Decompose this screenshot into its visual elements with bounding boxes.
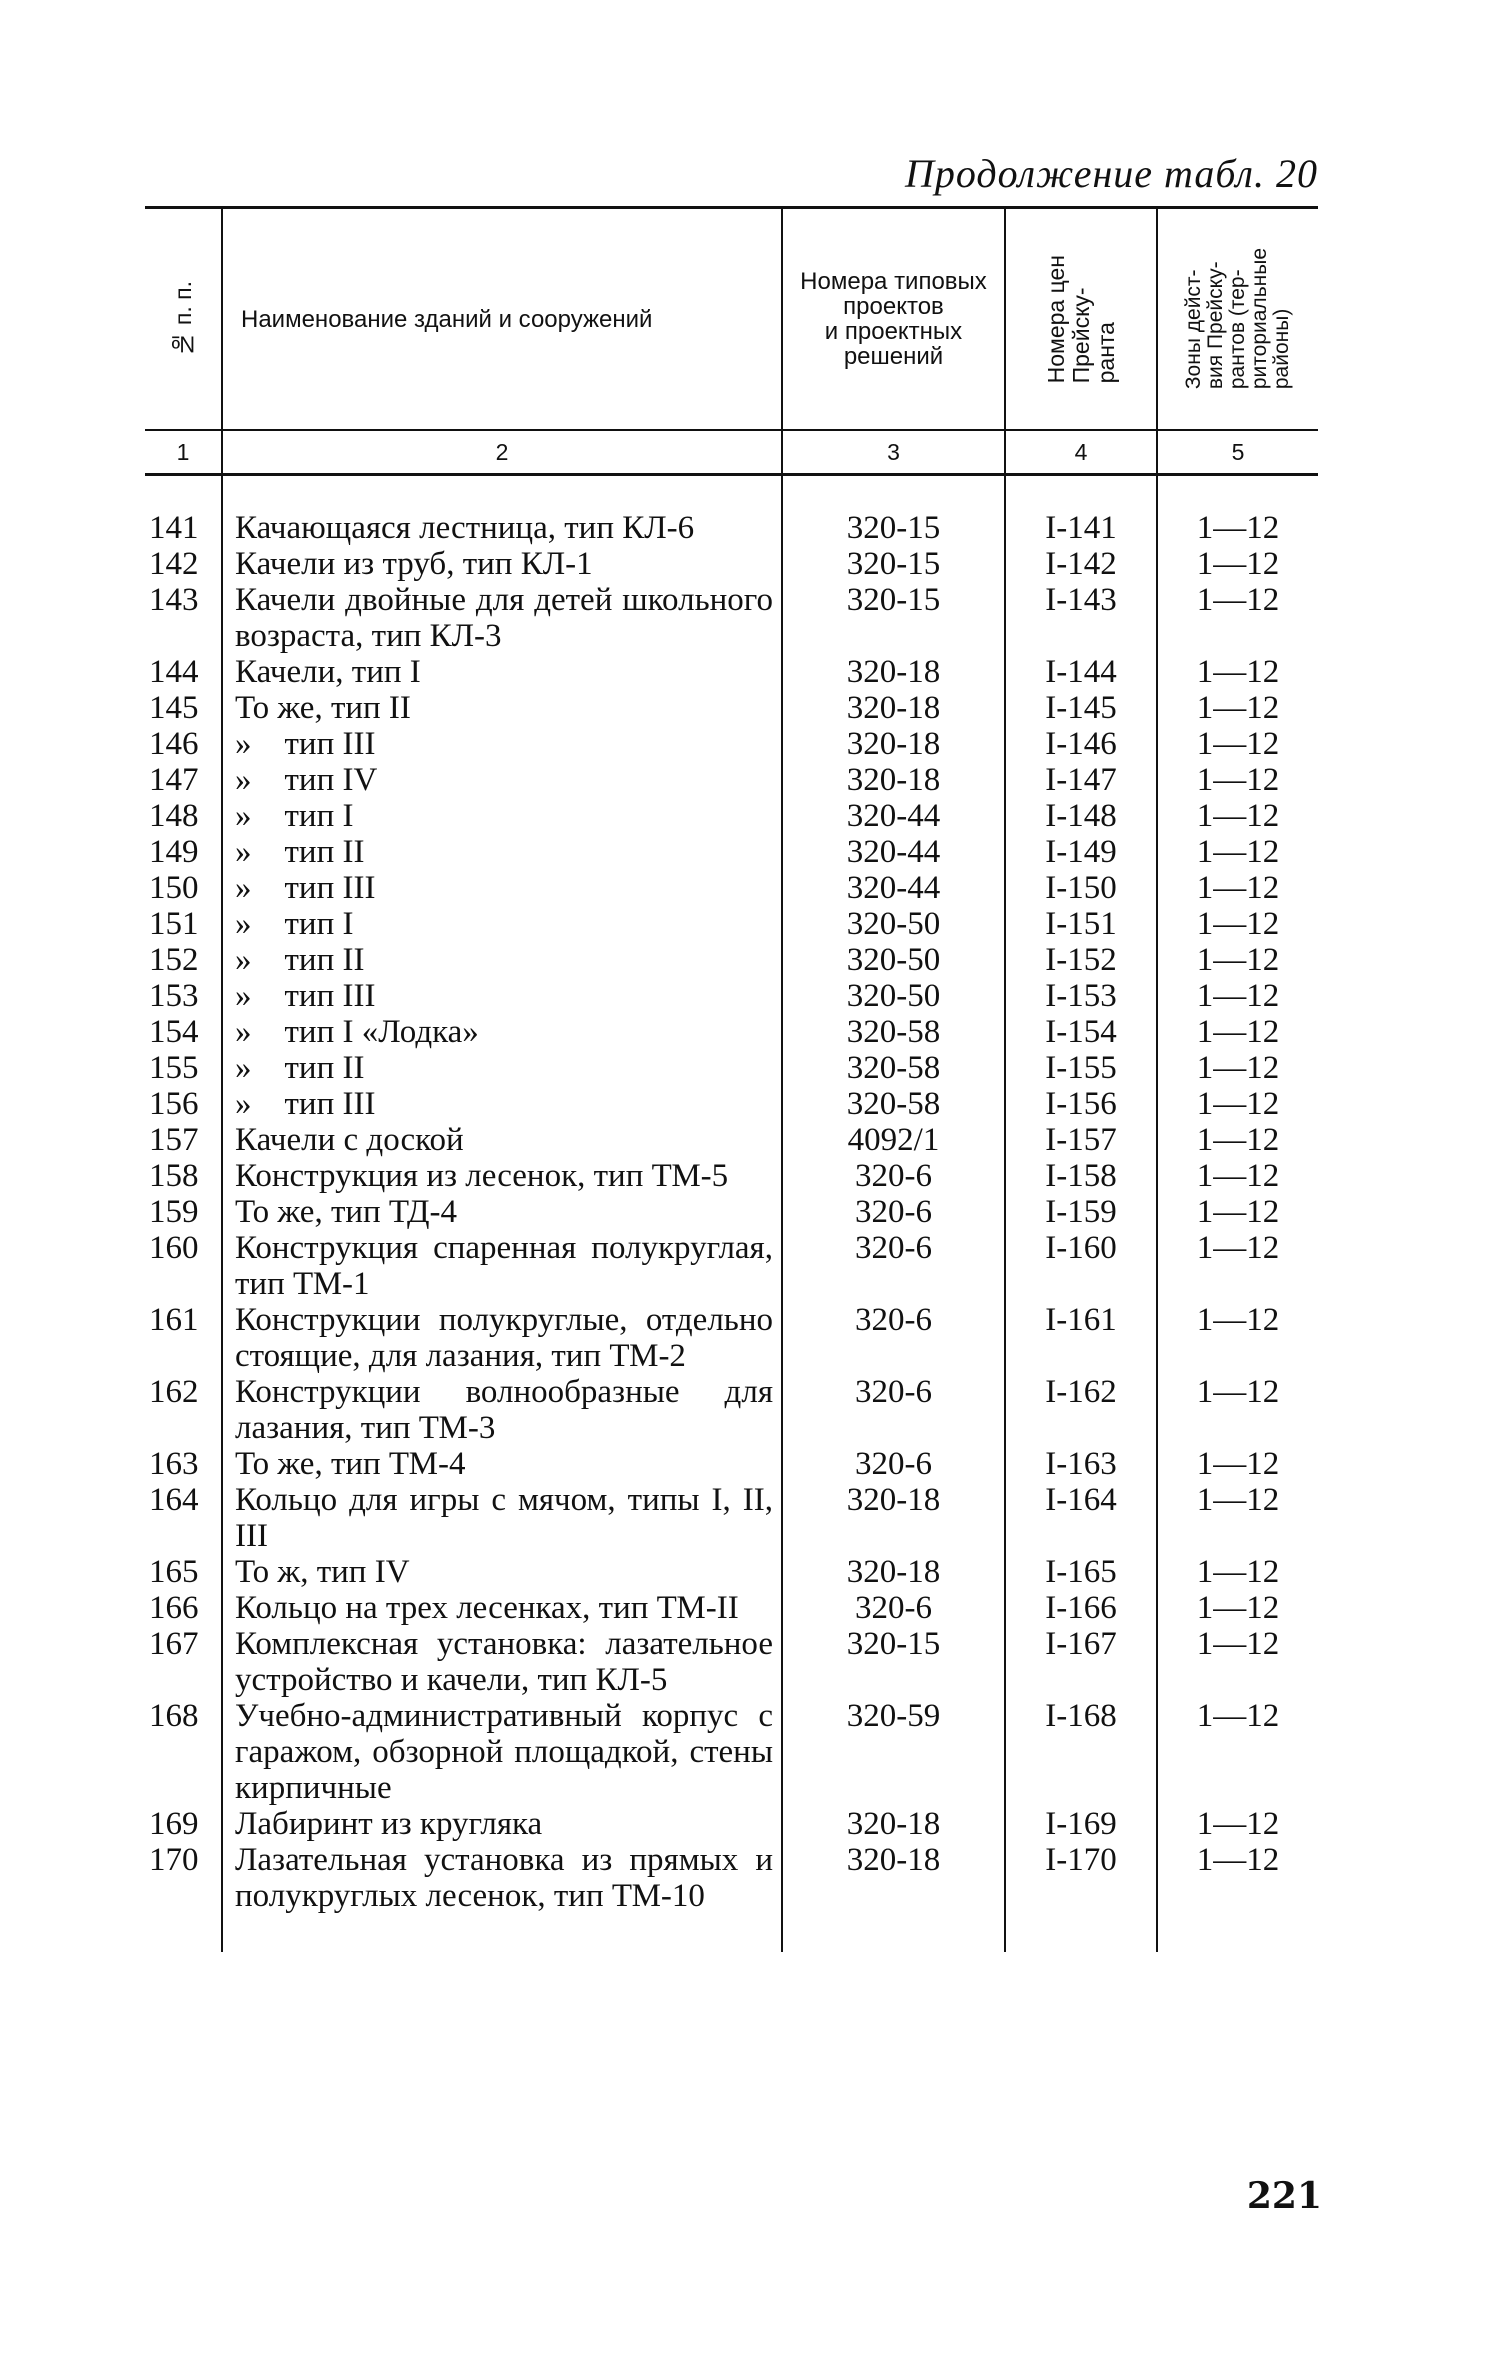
row-price: I-152 [1005, 942, 1157, 978]
row-price: I-159 [1005, 1194, 1157, 1230]
row-zone: 1—12 [1157, 762, 1318, 798]
row-price: I-147 [1005, 762, 1157, 798]
row-zone: 1—12 [1157, 1590, 1318, 1626]
row-number: 158 [149, 1158, 199, 1194]
row-name: То же, тип ТМ-4 [222, 1446, 782, 1482]
row-name: » тип III [222, 978, 782, 1014]
table-row [145, 1158, 1318, 1194]
row-name: То же, тип ТД-4 [222, 1194, 782, 1230]
row-name: » тип II [222, 942, 782, 978]
row-zone: 1—12 [1157, 1482, 1318, 1554]
row-number: 144 [149, 654, 199, 690]
row-project: 320-44 [782, 834, 1005, 870]
row-zone: 1—12 [1157, 798, 1318, 834]
row-price: I-150 [1005, 870, 1157, 906]
row-project: 320-6 [782, 1302, 1005, 1374]
row-project: 320-18 [782, 1842, 1005, 1914]
column-header-num: № п. п. [145, 208, 222, 431]
row-name: То ж, тип IV [222, 1554, 782, 1590]
row-price: I-149 [1005, 834, 1157, 870]
row-zone: 1—12 [1157, 1698, 1318, 1806]
row-zone: 1—12 [1157, 1230, 1318, 1302]
table-row [145, 726, 1318, 762]
row-price: I-161 [1005, 1302, 1157, 1374]
row-name: Конструкция из лесенок, тип ТМ-5 [222, 1158, 782, 1194]
row-zone: 1—12 [1157, 870, 1318, 906]
row-name: Качающаяся лестница, тип КЛ-6 [222, 510, 782, 546]
table-row [145, 906, 1318, 942]
row-project: 320-15 [782, 510, 1005, 546]
row-price: I-163 [1005, 1446, 1157, 1482]
row-number: 160 [149, 1230, 199, 1266]
row-name: » тип I [222, 798, 782, 834]
row-name: Качели из труб, тип КЛ-1 [222, 546, 782, 582]
row-project: 320-50 [782, 906, 1005, 942]
row-project: 4092/1 [782, 1122, 1005, 1158]
row-number: 145 [149, 690, 199, 726]
row-project: 320-6 [782, 1374, 1005, 1446]
row-price: I-165 [1005, 1554, 1157, 1590]
row-price: I-154 [1005, 1014, 1157, 1050]
row-zone: 1—12 [1157, 1050, 1318, 1086]
row-number: 150 [149, 870, 199, 906]
table-row [145, 1122, 1318, 1158]
row-project: 320-18 [782, 1554, 1005, 1590]
row-zone: 1—12 [1157, 1194, 1318, 1230]
row-project: 320-50 [782, 978, 1005, 1014]
table-row [145, 1194, 1318, 1230]
row-price: I-141 [1005, 510, 1157, 546]
row-number: 166 [149, 1590, 199, 1626]
column-header-price: Номера цен Прейску- ранта [1005, 208, 1157, 431]
row-number: 143 [149, 582, 199, 618]
row-zone: 1—12 [1157, 1086, 1318, 1122]
table-row [145, 1590, 1318, 1626]
row-price: I-156 [1005, 1086, 1157, 1122]
table-row [145, 690, 1318, 726]
row-project: 320-6 [782, 1194, 1005, 1230]
row-zone: 1—12 [1157, 978, 1318, 1014]
row-price: I-146 [1005, 726, 1157, 762]
column-number: 1 [176, 438, 190, 465]
row-zone: 1—12 [1157, 1374, 1318, 1446]
row-number: 170 [149, 1842, 199, 1878]
table-row [145, 1086, 1318, 1122]
row-project: 320-58 [782, 1014, 1005, 1050]
table-row [145, 942, 1318, 978]
row-price: I-169 [1005, 1806, 1157, 1842]
row-number: 157 [149, 1122, 199, 1158]
row-project: 320-15 [782, 1626, 1005, 1698]
row-number: 153 [149, 978, 199, 1014]
table-row [145, 1014, 1318, 1050]
row-price: I-167 [1005, 1626, 1157, 1698]
row-zone: 1—12 [1157, 690, 1318, 726]
row-number: 149 [149, 834, 199, 870]
row-zone: 1—12 [1157, 1158, 1318, 1194]
row-zone: 1—12 [1157, 726, 1318, 762]
row-price: I-164 [1005, 1482, 1157, 1554]
row-name: Лабиринт из кругляка [222, 1806, 782, 1842]
row-price: I-155 [1005, 1050, 1157, 1086]
row-price: I-145 [1005, 690, 1157, 726]
row-zone: 1—12 [1157, 654, 1318, 690]
table-row [145, 978, 1318, 1014]
row-zone: 1—12 [1157, 1446, 1318, 1482]
row-name: » тип III [222, 870, 782, 906]
row-number: 168 [149, 1698, 199, 1734]
row-zone: 1—12 [1157, 1626, 1318, 1698]
row-number: 167 [149, 1626, 199, 1662]
row-price: I-168 [1005, 1698, 1157, 1806]
table-row [145, 870, 1318, 906]
row-project: 320-15 [782, 582, 1005, 654]
table-row [145, 654, 1318, 690]
row-zone: 1—12 [1157, 906, 1318, 942]
column-header-project: Номера типовых проектов и проектных решений [782, 208, 1005, 431]
row-number: 159 [149, 1194, 199, 1230]
table-row [145, 798, 1318, 834]
row-number: 164 [149, 1482, 199, 1518]
row-price: I-162 [1005, 1374, 1157, 1446]
column-number: 2 [222, 430, 782, 475]
table-row [145, 510, 1318, 546]
table-row [145, 1698, 1318, 1806]
price-table [145, 206, 1318, 1952]
table-row [145, 1050, 1318, 1086]
row-number: 147 [149, 762, 199, 798]
row-project: 320-6 [782, 1590, 1005, 1626]
row-number: 148 [149, 798, 199, 834]
table-row [145, 1446, 1318, 1482]
page-number: 221 [1246, 2175, 1322, 2217]
row-number: 141 [149, 510, 199, 546]
row-number: 146 [149, 726, 199, 762]
row-name: » тип I «Лодка» [222, 1014, 782, 1050]
table-row [145, 582, 1318, 654]
table-body [145, 484, 1318, 1952]
row-project: 320-18 [782, 726, 1005, 762]
row-number: 154 [149, 1014, 199, 1050]
row-name: » тип III [222, 1086, 782, 1122]
row-price: I-166 [1005, 1590, 1157, 1626]
row-number: 155 [149, 1050, 199, 1086]
row-zone: 1—12 [1157, 582, 1318, 654]
row-zone: 1—12 [1157, 510, 1318, 546]
row-project: 320-18 [782, 654, 1005, 690]
table-row [145, 834, 1318, 870]
row-name: Качели двойные для детей школьного возраста, тип КЛ-3 [222, 582, 782, 654]
row-price: I-142 [1005, 546, 1157, 582]
table-row [145, 546, 1318, 582]
column-header-zone: Зоны дейст- вия Прейску- рантов (тер- риториальные районы) [1157, 208, 1318, 431]
row-name: » тип IV [222, 762, 782, 798]
row-project: 320-6 [782, 1158, 1005, 1194]
row-name: Кольцо на трех лесенках, тип ТМ-II [222, 1590, 782, 1626]
table-row [145, 1230, 1318, 1302]
table-row [145, 1806, 1318, 1842]
table-row [145, 1302, 1318, 1374]
row-project: 320-59 [782, 1698, 1005, 1806]
row-price: I-160 [1005, 1230, 1157, 1302]
row-name: Качели, тип I [222, 654, 782, 690]
row-number: 162 [149, 1374, 199, 1410]
column-header-name: Наименование зданий и сооружений [222, 208, 782, 431]
row-price: I-170 [1005, 1842, 1157, 1914]
page-heading: Продолжение табл. 20 [904, 151, 1318, 196]
row-price: I-158 [1005, 1158, 1157, 1194]
table-row [145, 1482, 1318, 1554]
row-name: » тип II [222, 1050, 782, 1086]
row-price: I-144 [1005, 654, 1157, 690]
row-number: 156 [149, 1086, 199, 1122]
row-zone: 1—12 [1157, 546, 1318, 582]
table-row [145, 1554, 1318, 1590]
row-project: 320-6 [782, 1230, 1005, 1302]
row-zone: 1—12 [1157, 1806, 1318, 1842]
column-number: 3 [782, 430, 1005, 475]
row-project: 320-18 [782, 762, 1005, 798]
row-price: I-148 [1005, 798, 1157, 834]
row-zone: 1—12 [1157, 1014, 1318, 1050]
row-name: Учебно-административный корпус с гаражом, обзорной площадкой, стены кирпичные [222, 1698, 782, 1806]
row-zone: 1—12 [1157, 1554, 1318, 1590]
row-project: 320-6 [782, 1446, 1005, 1482]
row-zone: 1—12 [1157, 1842, 1318, 1914]
row-project: 320-50 [782, 942, 1005, 978]
row-project: 320-18 [782, 1482, 1005, 1554]
row-name: Кольцо для игры с мячом, типы I, II, III [222, 1482, 782, 1554]
table-row [145, 1626, 1318, 1698]
row-name: Лазательная установка из прямых и полукруглых лесенок, тип ТМ-10 [222, 1842, 782, 1914]
row-project: 320-18 [782, 1806, 1005, 1842]
table-row [145, 1374, 1318, 1446]
table-row [145, 1842, 1318, 1914]
row-number: 165 [149, 1554, 199, 1590]
row-number: 161 [149, 1302, 199, 1338]
row-project: 320-44 [782, 870, 1005, 906]
row-project: 320-44 [782, 798, 1005, 834]
row-name: То же, тип II [222, 690, 782, 726]
header-row [145, 208, 1318, 431]
row-zone: 1—12 [1157, 1122, 1318, 1158]
row-name: » тип III [222, 726, 782, 762]
row-number: 163 [149, 1446, 199, 1482]
column-number: 5 [1157, 430, 1318, 475]
row-project: 320-15 [782, 546, 1005, 582]
row-name: Конструкции полукруглые, отдельно стоящие, для лазания, тип ТМ-2 [222, 1302, 782, 1374]
row-price: I-151 [1005, 906, 1157, 942]
row-name: Конструкции волнообразные для лазания, тип ТМ-3 [222, 1374, 782, 1446]
row-name: Конструкция спаренная полукруглая, тип ТМ-1 [222, 1230, 782, 1302]
row-price: I-157 [1005, 1122, 1157, 1158]
row-number: 142 [149, 546, 199, 582]
table-row [145, 762, 1318, 798]
column-number-row [145, 430, 1318, 475]
row-zone: 1—12 [1157, 1302, 1318, 1374]
column-number: 4 [1005, 430, 1157, 475]
row-price: I-143 [1005, 582, 1157, 654]
row-name: Качели с доской [222, 1122, 782, 1158]
row-project: 320-18 [782, 690, 1005, 726]
row-project: 320-58 [782, 1050, 1005, 1086]
row-number: 151 [149, 906, 199, 942]
row-number: 152 [149, 942, 199, 978]
row-name: Комплексная установка: лазательное устройство и качели, тип КЛ-5 [222, 1626, 782, 1698]
row-zone: 1—12 [1157, 942, 1318, 978]
row-number: 169 [149, 1806, 199, 1842]
row-zone: 1—12 [1157, 834, 1318, 870]
row-name: » тип II [222, 834, 782, 870]
row-price: I-153 [1005, 978, 1157, 1014]
row-project: 320-58 [782, 1086, 1005, 1122]
row-name: » тип I [222, 906, 782, 942]
